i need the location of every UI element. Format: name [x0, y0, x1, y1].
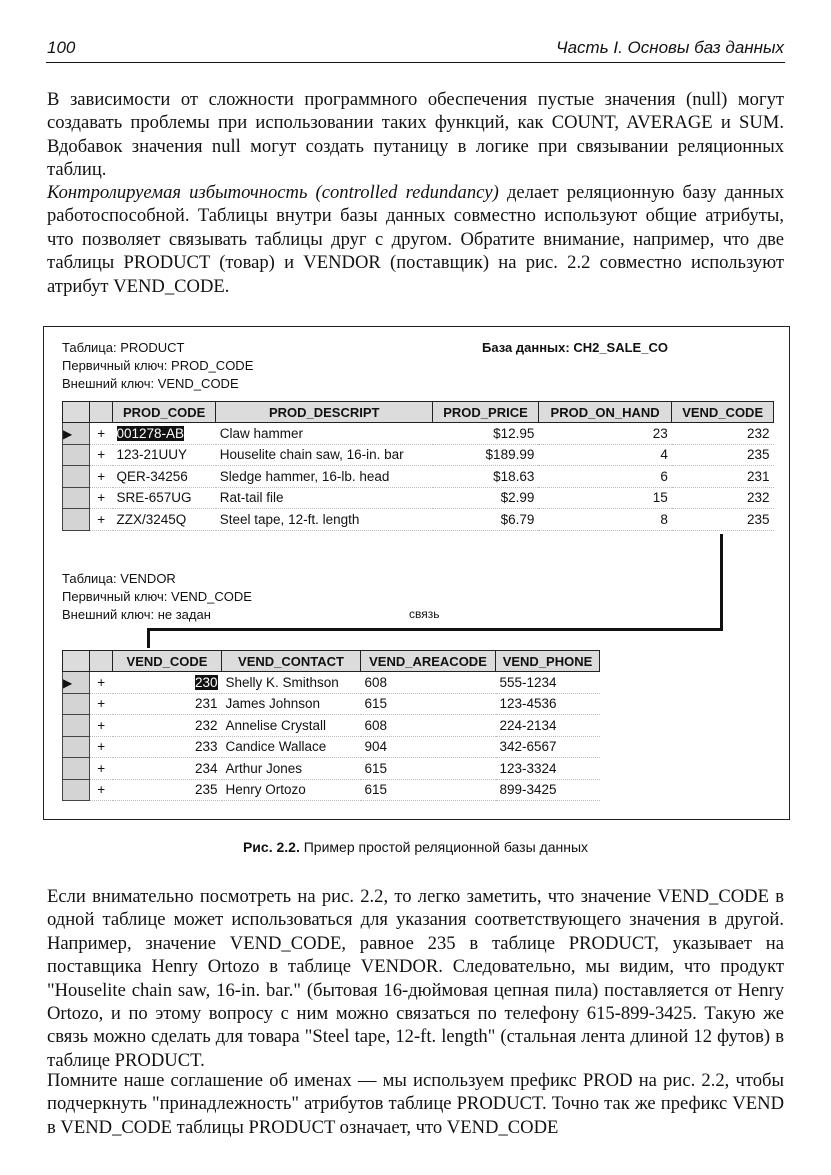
row-selector[interactable]	[63, 736, 90, 758]
relationship-line-drop	[147, 628, 150, 648]
prod-code-cell[interactable]: 123-21UUY	[113, 444, 216, 466]
vend-phone-cell[interactable]: 899-3425	[496, 779, 600, 801]
vendor-header-row	[63, 651, 600, 672]
expand-icon[interactable]: +	[90, 693, 113, 715]
vend-contact-cell[interactable]: Candice Wallace	[222, 736, 361, 758]
expand-icon[interactable]: +	[90, 487, 113, 509]
prod-code-cell[interactable]: 001278-AB	[113, 423, 216, 445]
row-selector[interactable]	[63, 779, 90, 801]
vend-contact-cell[interactable]: Annelise Crystall	[222, 715, 361, 737]
table-row[interactable]	[63, 466, 774, 488]
row-selector[interactable]	[63, 444, 90, 466]
expand-icon[interactable]: +	[90, 779, 113, 801]
vend-contact-cell[interactable]: Shelly K. Smithson	[222, 672, 361, 694]
expand-icon[interactable]: +	[90, 423, 113, 445]
prod-on-hand-cell[interactable]: 23	[538, 423, 671, 445]
prod-price-cell[interactable]: $18.63	[433, 466, 539, 488]
column-header[interactable]: PROD_ON_HAND	[538, 402, 671, 423]
table-row[interactable]	[63, 672, 600, 694]
vend-code-cell[interactable]: 231	[672, 466, 774, 488]
prod-on-hand-cell[interactable]: 15	[538, 487, 671, 509]
row-selector-header	[63, 402, 90, 423]
row-selector[interactable]	[63, 509, 90, 531]
product-table	[62, 401, 774, 531]
row-selector[interactable]	[63, 466, 90, 488]
expand-icon[interactable]: +	[90, 509, 113, 531]
expand-icon[interactable]: +	[90, 736, 113, 758]
vend-code-cell[interactable]: 234	[113, 758, 222, 780]
column-header[interactable]: VEND_CODE	[113, 651, 222, 672]
relationship-line-horizontal	[147, 628, 723, 631]
vend-code-cell[interactable]: 232	[672, 423, 774, 445]
current-row-arrow-icon: ▶	[63, 426, 73, 441]
vend-phone-cell[interactable]: 224-2134	[496, 715, 600, 737]
vend-code-cell[interactable]: 232	[672, 487, 774, 509]
caption-text: Пример простой реляционной базы данных	[299, 839, 589, 855]
vend-areacode-cell[interactable]: 608	[361, 672, 496, 694]
vend-phone-cell[interactable]: 342-6567	[496, 736, 600, 758]
paragraph-1: В зависимости от сложности программного обеспечения пустые значения (null) могут создавать проблемы при использовании таких функций, как COUNT, AVERAGE и SUM. Вдобавок значения null могут создать путаницу в логике при связывании реляционных таблиц.	[47, 89, 784, 181]
expand-icon[interactable]: +	[90, 444, 113, 466]
vendor-primary-key: Первичный ключ: VEND_CODE	[62, 589, 252, 604]
row-selector[interactable]	[63, 758, 90, 780]
vendor-table-label: Таблица: VENDOR	[62, 571, 176, 586]
column-header[interactable]: VEND_CONTACT	[222, 651, 361, 672]
vend-areacode-cell[interactable]: 615	[361, 779, 496, 801]
vend-code-cell[interactable]: 230	[113, 672, 222, 694]
column-header[interactable]: PROD_DESCRIPT	[216, 402, 433, 423]
vend-code-cell[interactable]: 231	[113, 693, 222, 715]
vend-phone-cell[interactable]: 123-3324	[496, 758, 600, 780]
row-selector-header	[63, 651, 90, 672]
vend-code-cell[interactable]: 235	[113, 779, 222, 801]
expand-icon[interactable]: +	[90, 758, 113, 780]
plus-header	[90, 651, 113, 672]
figure-caption	[0, 839, 831, 855]
row-selector[interactable]	[63, 423, 90, 445]
vend-contact-cell[interactable]: Henry Ortozo	[222, 779, 361, 801]
prod-code-cell[interactable]: QER-34256	[113, 466, 216, 488]
vend-areacode-cell[interactable]: 615	[361, 758, 496, 780]
relationship-line-vertical	[720, 534, 723, 631]
product-header-row	[63, 402, 774, 423]
vend-code-cell[interactable]: 235	[672, 444, 774, 466]
prod-on-hand-cell[interactable]: 6	[538, 466, 671, 488]
expand-icon[interactable]: +	[90, 672, 113, 694]
prod-descript-cell[interactable]: Claw hammer	[216, 423, 433, 445]
table-row[interactable]	[63, 444, 774, 466]
prod-descript-cell[interactable]: Houselite chain saw, 16-in. bar	[216, 444, 433, 466]
plus-header	[90, 402, 113, 423]
vend-contact-cell[interactable]: Arthur Jones	[222, 758, 361, 780]
vendor-table	[62, 650, 600, 801]
table-row[interactable]	[63, 693, 600, 715]
prod-price-cell[interactable]: $12.95	[433, 423, 539, 445]
product-primary-key: Первичный ключ: PROD_CODE	[62, 358, 254, 373]
vend-phone-cell[interactable]: 555-1234	[496, 672, 600, 694]
vend-phone-cell[interactable]: 123-4536	[496, 693, 600, 715]
link-label: связь	[409, 607, 440, 621]
vend-code-cell[interactable]: 235	[672, 509, 774, 531]
row-selector[interactable]	[63, 693, 90, 715]
product-table-label: Таблица: PRODUCT	[62, 340, 185, 355]
prod-descript-cell[interactable]: Sledge hammer, 16-lb. head	[216, 466, 433, 488]
running-title: Часть I. Основы баз данных	[556, 38, 784, 57]
table-row[interactable]	[63, 736, 600, 758]
prod-descript-cell[interactable]: Steel tape, 12-ft. length	[216, 509, 433, 531]
header-rule	[46, 62, 785, 63]
prod-descript-cell[interactable]: Rat-tail file	[216, 487, 433, 509]
table-row[interactable]	[63, 779, 600, 801]
prod-price-cell[interactable]: $2.99	[433, 487, 539, 509]
term-controlled-redundancy: Контролируемая избыточность (controlled redundancy)	[47, 182, 499, 203]
paragraph-3: Если внимательно посмотреть на рис. 2.2, то легко заметить, что значение VEND_CODE в одной таблице может использоваться для указания соответствующего значения в другой. Например, значение VEND_CODE, равное 235 в таблице PRODUCT, указывает на поставщика Henry Ortozo в таблице VENDOR. Следовательно, мы видим, что продукт "Houselite chain saw, 16-in. bar." (бытовая 16-дюймовая цепная пила) поставляется от Henry Ortozo, и по этому вопросу с ним можно связаться по телефону 615-899-3425. Такую же связь можно сделать для товара "Steel tape, 12-ft. length" (стальная лента длиной 12 футов) в таблице PRODUCT.	[47, 886, 784, 1071]
column-header[interactable]: VEND_CODE	[672, 402, 774, 423]
vend-areacode-cell[interactable]: 904	[361, 736, 496, 758]
paragraph-4: Помните наше соглашение об именах — мы используем префикс PROD на рис. 2.2, чтобы подчеркнуть "принадлежность" атрибутов таблице PRODUCT. Точно так же префикс VEND в VEND_CODE таблицы PRODUCT означает, что VEND_CODE	[47, 1070, 784, 1138]
figure-2-2	[43, 326, 790, 820]
current-row-arrow-icon: ▶	[63, 675, 73, 690]
table-row[interactable]	[63, 423, 774, 445]
table-row[interactable]	[63, 715, 600, 737]
table-row[interactable]	[63, 487, 774, 509]
prod-price-cell[interactable]: $189.99	[433, 444, 539, 466]
vendor-foreign-key: Внешний ключ: не задан	[62, 607, 211, 622]
row-selector[interactable]	[63, 715, 90, 737]
column-header[interactable]: VEND_AREACODE	[361, 651, 496, 672]
paragraph-2	[47, 181, 784, 298]
vend-code-cell[interactable]: 232	[113, 715, 222, 737]
prod-on-hand-cell[interactable]: 4	[538, 444, 671, 466]
row-selector[interactable]	[63, 487, 90, 509]
paragraph-2-text: делает реляционную базу данных работоспособной. Таблицы внутри базы данных совместно используют общие атрибуты, что позволяет связывать таблицы друг с другом. Обратите внимание, например, что две таблицы PRODUCT (товар) и VENDOR (поставщик) на рис. 2.2 совместно используют атрибут VEND_CODE.	[47, 182, 784, 297]
vend-areacode-cell[interactable]: 608	[361, 715, 496, 737]
column-header[interactable]: VEND_PHONE	[496, 651, 600, 672]
prod-price-cell[interactable]: $6.79	[433, 509, 539, 531]
table-row[interactable]	[63, 509, 774, 531]
database-name: База данных: CH2_SALE_CO	[482, 340, 668, 355]
expand-icon[interactable]: +	[90, 715, 113, 737]
vend-contact-cell[interactable]: James Johnson	[222, 693, 361, 715]
caption-label: Рис. 2.2.	[242, 839, 300, 855]
expand-icon[interactable]: +	[90, 466, 113, 488]
product-foreign-key: Внешний ключ: VEND_CODE	[62, 376, 239, 391]
vend-code-cell[interactable]: 233	[113, 736, 222, 758]
page-number: 100	[47, 38, 76, 57]
row-selector[interactable]	[63, 672, 90, 694]
prod-code-cell[interactable]: SRE-657UG	[113, 487, 216, 509]
vend-areacode-cell[interactable]: 615	[361, 693, 496, 715]
prod-code-cell[interactable]: ZZX/3245Q	[113, 509, 216, 531]
column-header[interactable]: PROD_CODE	[113, 402, 216, 423]
table-row[interactable]	[63, 758, 600, 780]
prod-on-hand-cell[interactable]: 8	[538, 509, 671, 531]
column-header[interactable]: PROD_PRICE	[433, 402, 539, 423]
